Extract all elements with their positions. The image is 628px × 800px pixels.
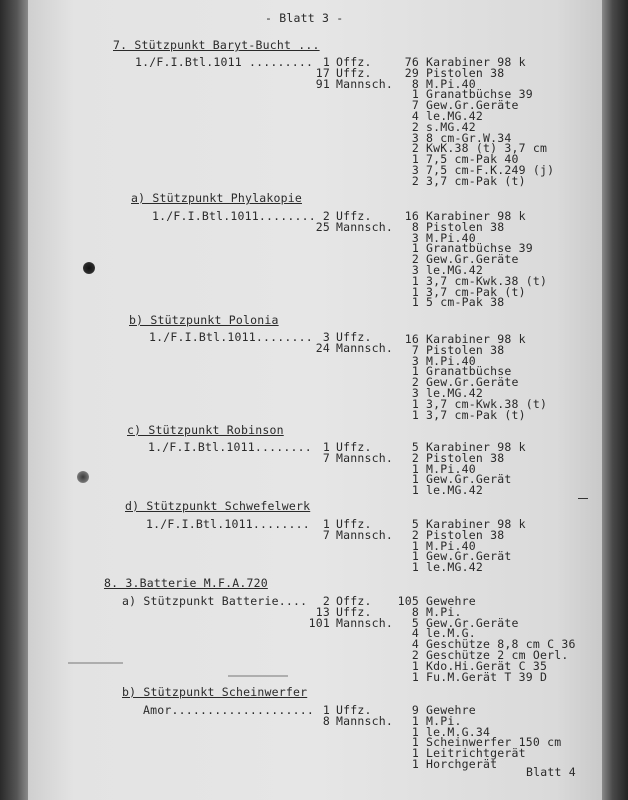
weapon-count: 3	[411, 353, 419, 368]
weapon-count: 1	[411, 407, 419, 422]
weapon-item: M.Pi.40	[426, 538, 476, 553]
weapon-count: 2	[411, 141, 419, 156]
weapon-item: Granatbüchse	[426, 364, 512, 379]
weapon-item: M.Pi.40	[426, 230, 476, 245]
weapon-item: le.M.G.	[426, 626, 476, 641]
weapon-item: Pistolen 38	[426, 527, 505, 542]
weapon-count: 1	[411, 713, 419, 728]
weapon-item: Gewehre	[426, 594, 476, 608]
section-heading: a) Stützpunkt Phylakopie	[131, 191, 302, 205]
weapon-item: Geschütze 2 cm Oerl.	[426, 648, 569, 662]
weapon-count: 1	[411, 461, 419, 476]
weapon-count: 1	[411, 152, 419, 167]
weapon-count: 1	[411, 746, 419, 761]
unit-line: 1./F.I.Btl.1011........	[148, 440, 312, 454]
weapon-count: 4	[411, 626, 419, 641]
margin-mark	[578, 498, 588, 499]
punch-hole	[83, 262, 95, 274]
weapon-item: Karabiner 98 k	[426, 55, 526, 69]
unit-line: 1./F.I.Btl.1011........	[146, 517, 310, 531]
weapon-item: Scheinwerfer 150 cm	[426, 735, 562, 750]
weapon-count: 105	[397, 594, 419, 608]
weapon-item: Karabiner 98 k	[426, 517, 526, 531]
weapon-item: Pistolen 38	[426, 342, 505, 357]
personnel-rank: Uffz.	[336, 440, 372, 454]
weapon-item: 3,7 cm-Pak (t)	[426, 173, 526, 188]
weapon-count: 1	[411, 757, 419, 771]
personnel-rank: Uffz.	[336, 209, 372, 223]
personnel-rank: Mannsch.	[336, 713, 393, 728]
weapon-item: M.Pi.	[426, 604, 462, 619]
weapon-count: 5	[411, 440, 419, 454]
weapon-item: Fu.M.Gerät T 39 D	[426, 669, 548, 684]
personnel-count: 24	[315, 340, 330, 355]
weapon-item: Pistolen 38	[426, 219, 505, 234]
weapon-item: 7,5 cm-F.K.249 (j)	[426, 163, 555, 177]
personnel-count: 91	[315, 76, 330, 91]
weapon-count: 7	[411, 98, 419, 113]
page-header: - Blatt 3 -	[265, 11, 344, 25]
weapon-count: 2	[411, 173, 419, 188]
weapon-item: Gew.Gr.Geräte	[426, 98, 519, 113]
weapon-count: 2	[411, 450, 419, 465]
weapon-item: Gew.Gr.Gerät	[426, 549, 512, 564]
scan-left-border	[0, 0, 28, 800]
weapon-count: 1	[411, 472, 419, 487]
weapon-item: Granatbüchse 39	[426, 87, 533, 102]
weapon-item: le.MG.42	[426, 560, 483, 575]
unit-line: 1./F.I.Btl.1011........	[152, 209, 316, 223]
unit-line: 1./F.I.Btl.1011........	[149, 330, 313, 344]
weapon-item: Karabiner 98 k	[426, 209, 526, 223]
weapon-item: Gew.Gr.Gerät	[426, 472, 512, 487]
weapon-item: M.Pi.40	[426, 461, 476, 476]
weapon-count: 1	[411, 538, 419, 553]
weapon-count: 8	[411, 219, 419, 234]
weapon-item: 5 cm-Pak 38	[426, 295, 505, 310]
weapon-count: 8	[411, 76, 419, 91]
personnel-count: 1	[322, 440, 330, 454]
weapon-item: M.Pi.40	[426, 353, 476, 368]
weapon-count: 1	[411, 669, 419, 684]
weapon-item: 8 cm-Gr.W.34	[426, 130, 512, 145]
weapon-count: 1	[411, 273, 419, 288]
weapon-count: 1	[411, 658, 419, 673]
weapon-count: 1	[411, 724, 419, 739]
weapon-count: 2	[411, 375, 419, 390]
weapon-count: 2	[411, 648, 419, 662]
personnel-count: 2	[322, 209, 330, 223]
weapon-count: 1	[411, 284, 419, 299]
weapon-count: 1	[411, 295, 419, 310]
weapon-count: 1	[411, 364, 419, 379]
weapon-item: Gewehre	[426, 703, 476, 717]
weapon-item: Granatbüchse 39	[426, 241, 533, 256]
weapon-count: 76	[404, 55, 419, 69]
personnel-rank: Uffz.	[336, 517, 372, 531]
weapon-item: le.MG.42	[426, 386, 483, 400]
weapon-count: 3	[411, 263, 419, 277]
section-heading: c) Stützpunkt Robinson	[127, 423, 284, 437]
weapon-count: 3	[411, 230, 419, 245]
weapon-item: 3,7 cm-Kwk.38 (t)	[426, 273, 548, 288]
weapon-item: Kdo.Hi.Gerät C 35	[426, 658, 548, 673]
smudge	[228, 675, 288, 677]
personnel-count: 1	[322, 55, 330, 69]
weapon-item: M.Pi.40	[426, 76, 476, 91]
weapon-count: 2	[411, 119, 419, 134]
weapon-item: Pistolen 38	[426, 450, 505, 465]
weapon-count: 1	[411, 735, 419, 750]
personnel-rank: Uffz.	[336, 330, 372, 344]
personnel-rank: Mannsch.	[336, 615, 393, 630]
personnel-count: 25	[315, 219, 330, 234]
personnel-count: 13	[315, 604, 330, 619]
weapon-count: 4	[411, 109, 419, 123]
unit-line: Amor....................	[143, 703, 314, 717]
weapon-count: 3	[411, 163, 419, 177]
weapon-count: 16	[404, 209, 419, 223]
unit-line: 1./F.I.Btl.1011 .........	[135, 55, 314, 69]
weapon-count: 3	[411, 130, 419, 145]
weapon-count: 1	[411, 483, 419, 498]
personnel-rank: Offz.	[336, 55, 372, 69]
personnel-rank: Mannsch.	[336, 219, 393, 234]
document-page	[28, 0, 602, 800]
weapon-count: 1	[411, 560, 419, 575]
weapon-item: le.M.G.34	[426, 724, 491, 739]
personnel-rank: Uffz.	[336, 604, 372, 619]
weapon-item: 3,7 cm-Pak (t)	[426, 284, 526, 299]
weapon-count: 1	[411, 549, 419, 564]
weapon-count: 5	[411, 517, 419, 531]
weapon-count: 8	[411, 604, 419, 619]
personnel-rank: Mannsch.	[336, 527, 393, 542]
section-heading: b) Stützpunkt Polonia	[129, 313, 279, 327]
personnel-rank: Offz.	[336, 594, 372, 608]
weapon-item: Gew.Gr.Geräte	[426, 375, 519, 390]
weapon-item: Karabiner 98 k	[426, 332, 526, 346]
page-footer: Blatt 4	[526, 765, 576, 779]
weapon-item: 3,7 cm-Kwk.38 (t)	[426, 396, 548, 411]
weapon-count: 2	[411, 252, 419, 267]
smudge	[68, 662, 123, 664]
personnel-count: 7	[322, 527, 330, 542]
weapon-count: 1	[411, 241, 419, 256]
weapon-item: Geschütze 8,8 cm C 36	[426, 637, 576, 652]
unit-line: a) Stützpunkt Batterie....	[122, 594, 308, 608]
personnel-count: 101	[308, 615, 330, 630]
weapon-count: 9	[411, 703, 419, 717]
personnel-count: 3	[322, 330, 330, 344]
section-heading: b) Stützpunkt Scheinwerfer	[122, 685, 308, 699]
weapon-item: Gew.Gr.Geräte	[426, 252, 519, 267]
section-heading: d) Stützpunkt Schwefelwerk	[125, 499, 311, 513]
weapon-item: Gew.Gr.Geräte	[426, 615, 519, 630]
weapon-item: s.MG.42	[426, 119, 476, 134]
weapon-item: le.MG.42	[426, 109, 483, 123]
weapon-item: le.MG.42	[426, 483, 483, 498]
weapon-item: Horchgerät	[426, 757, 498, 771]
section-heading: 7. Stützpunkt Baryt-Bucht ...	[113, 38, 320, 52]
weapon-count: 1	[411, 87, 419, 102]
weapon-count: 4	[411, 637, 419, 652]
personnel-rank: Uffz.	[336, 65, 372, 80]
weapon-item: 7,5 cm-Pak 40	[426, 152, 519, 167]
personnel-rank: Uffz.	[336, 703, 372, 717]
weapon-item: M.Pi.	[426, 713, 462, 728]
section-heading: 8. 3.Batterie M.F.A.720	[104, 576, 268, 590]
weapon-item: Pistolen 38	[426, 65, 505, 80]
personnel-count: 1	[322, 703, 330, 717]
personnel-rank: Mannsch.	[336, 76, 393, 91]
weapon-count: 5	[411, 615, 419, 630]
weapon-count: 16	[404, 332, 419, 346]
weapon-count: 7	[411, 342, 419, 357]
weapon-count: 29	[404, 65, 419, 80]
punch-hole	[77, 471, 89, 483]
weapon-item: KwK.38 (t) 3,7 cm	[426, 141, 548, 156]
personnel-count: 1	[322, 517, 330, 531]
weapon-item: Leitrichtgerät	[426, 746, 526, 761]
personnel-count: 8	[322, 713, 330, 728]
personnel-rank: Mannsch.	[336, 340, 393, 355]
weapon-item: 3,7 cm-Pak (t)	[426, 407, 526, 422]
scan-right-border	[602, 0, 628, 800]
personnel-count: 17	[315, 65, 330, 80]
weapon-item: le.MG.42	[426, 263, 483, 277]
weapon-count: 3	[411, 386, 419, 400]
personnel-count: 7	[322, 450, 330, 465]
personnel-rank: Mannsch.	[336, 450, 393, 465]
weapon-item: Karabiner 98 k	[426, 440, 526, 454]
weapon-count: 2	[411, 527, 419, 542]
personnel-count: 2	[322, 594, 330, 608]
weapon-count: 1	[411, 396, 419, 411]
